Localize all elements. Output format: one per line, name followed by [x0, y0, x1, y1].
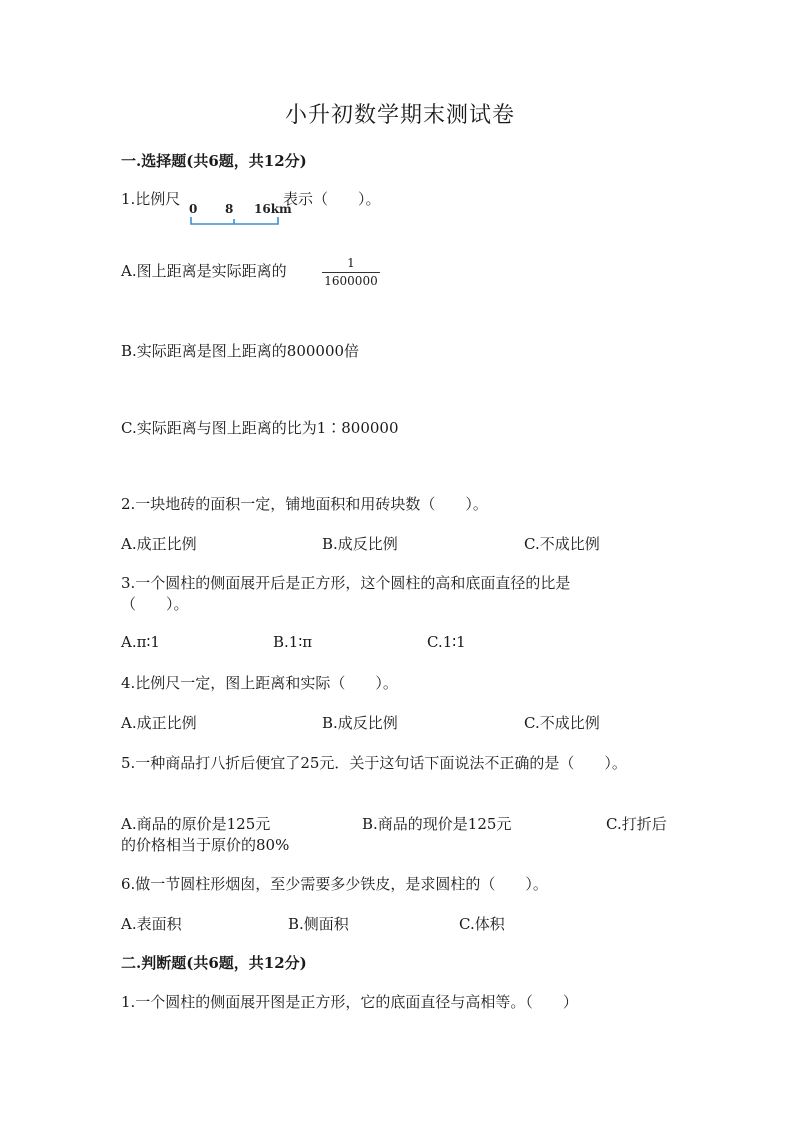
- fraction-bar: [322, 272, 380, 273]
- question-4-text: 4.比例尺一定，图上距离和实际（ ）。: [121, 674, 398, 692]
- question-2-text: 2.一块地砖的面积一定，铺地面积和用砖块数（ ）。: [121, 495, 488, 513]
- question-3-line2: （ ）。: [121, 595, 189, 613]
- section-heading-choice: 一.选择题(共6题，共12分): [121, 152, 307, 170]
- scale-label-8: 8: [225, 202, 234, 216]
- question-5-text: 5.一种商品打八折后便宜了25元．关于这句话下面说法不正确的是（ ）。: [121, 754, 627, 772]
- question-2-option-c: C.不成比例: [524, 535, 600, 553]
- question-1-suffix: 表示（ ）。: [283, 190, 381, 208]
- question-1-option-b: B.实际距离是图上距离的800000倍: [121, 342, 360, 360]
- question-3-option-c: C.1∶1: [427, 633, 466, 651]
- fraction-denominator: 1600000: [324, 274, 378, 288]
- question-6-option-b: B.侧面积: [288, 915, 349, 933]
- scale-label-16km: 16km: [254, 202, 292, 216]
- question-6-option-c: C.体积: [459, 915, 505, 933]
- fraction-1-over-1600000: [322, 256, 380, 289]
- question-5-option-b: B.商品的现价是125元: [362, 815, 512, 833]
- question-4-option-b: B.成反比例: [322, 714, 398, 732]
- page-title: 小升初数学期末测试卷: [284, 103, 515, 128]
- question-4-option-a: A.成正比例: [121, 714, 197, 732]
- question-2-option-a: A.成正比例: [121, 535, 197, 553]
- scale-label-0: 0: [189, 202, 198, 216]
- question-1-prefix: 1.比例尺: [121, 190, 181, 208]
- question-3-option-a: A.π∶1: [121, 633, 160, 651]
- question-5-option-a: A.商品的原价是125元: [121, 815, 271, 833]
- question-1-option-a: A.图上距离是实际距离的: [121, 262, 287, 280]
- question-6-text: 6.做一节圆柱形烟囱，至少需要多少铁皮，是求圆柱的（ ）。: [121, 875, 548, 893]
- question-2-option-b: B.成反比例: [322, 535, 398, 553]
- question-1-option-c: C.实际距离与图上距离的比为1∶800000: [121, 419, 399, 437]
- fraction-numerator: 1: [347, 256, 355, 270]
- section-heading-judgement: 二.判断题(共6题，共12分): [121, 954, 307, 972]
- question-6-option-a: A.表面积: [121, 915, 182, 933]
- question-5-option-c: C.打折后: [606, 815, 667, 833]
- question-5-option-c-continued: 的价格相当于原价的80%: [121, 836, 290, 854]
- question-4-option-c: C.不成比例: [524, 714, 600, 732]
- scale-ruler-image: [186, 198, 292, 228]
- question-3-option-b: B.1∶π: [273, 633, 313, 651]
- judgement-1-text: 1.一个圆柱的侧面展开图是正方形，它的底面直径与高相等。（ ）: [121, 993, 578, 1011]
- question-3-line1: 3.一个圆柱的侧面展开后是正方形，这个圆柱的高和底面直径的比是: [121, 574, 571, 592]
- scale-bar: [191, 217, 278, 224]
